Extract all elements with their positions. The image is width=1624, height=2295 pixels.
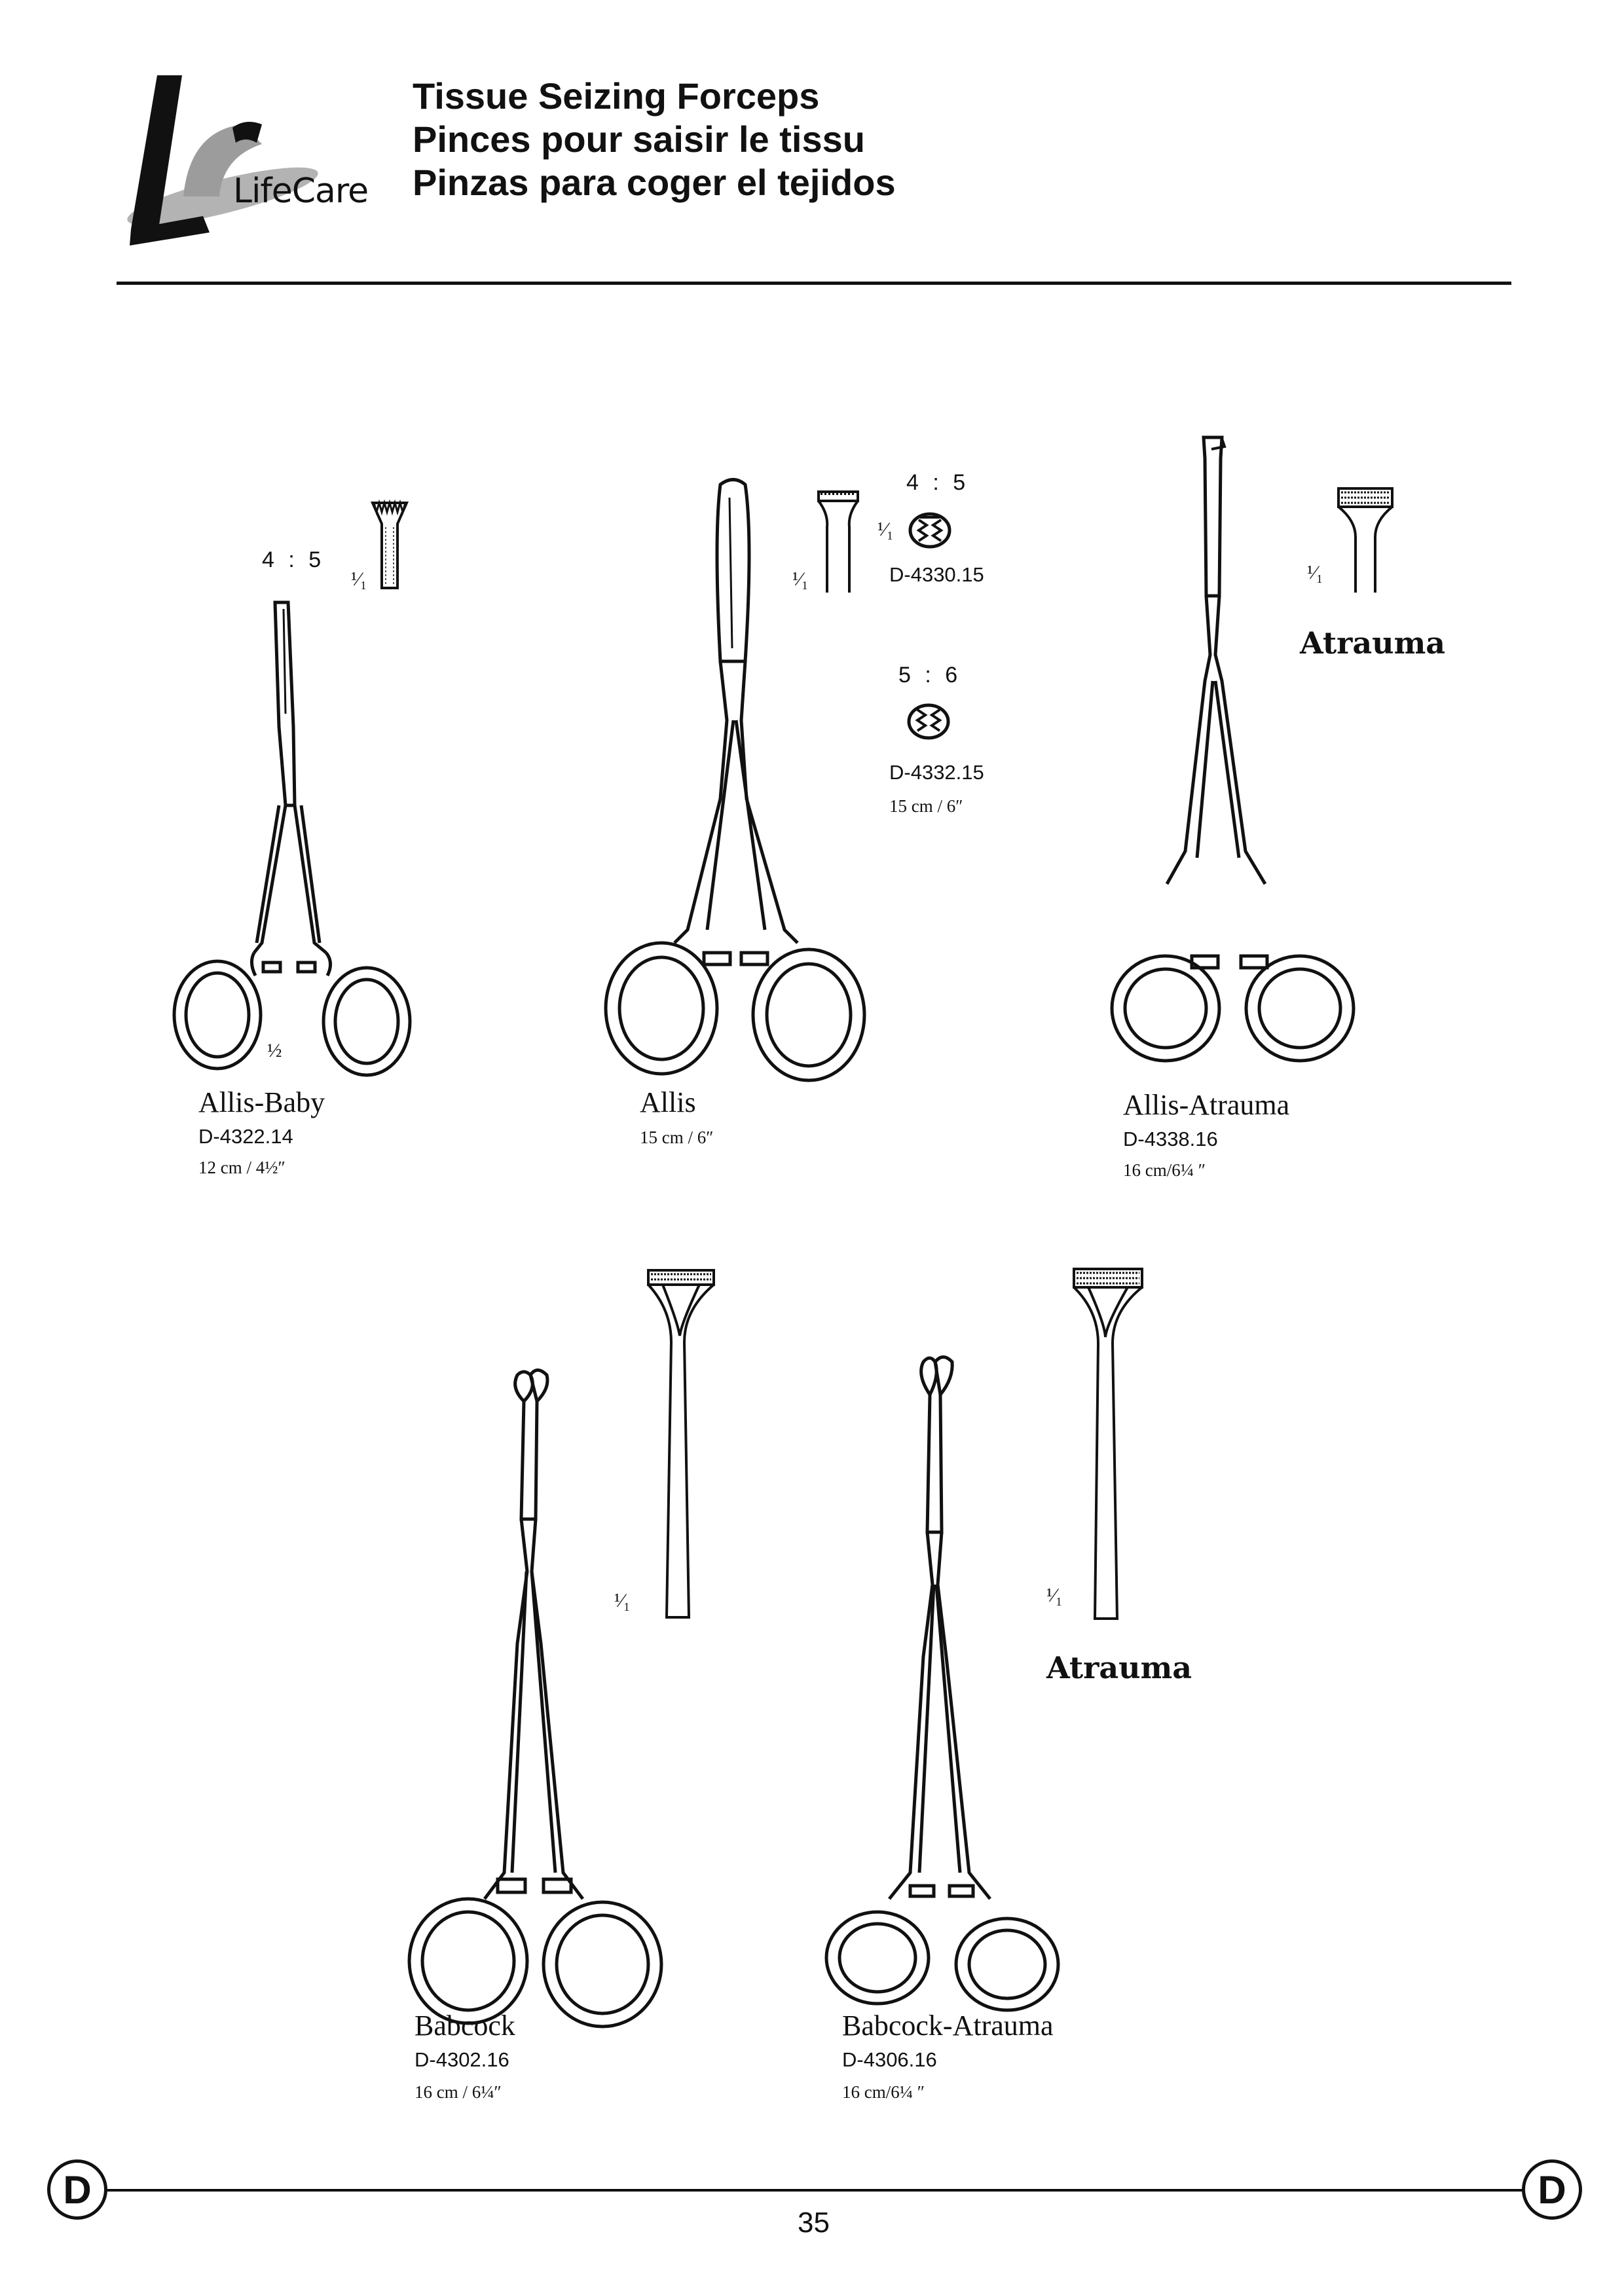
allis-baby-forceps-illustration — [164, 596, 426, 1067]
allis-variant-1-code: D-4330.15 — [889, 563, 984, 586]
allis-variant-2-jaw-icon — [906, 702, 951, 741]
title-french: Pinces pour saisir le tissu — [413, 119, 865, 160]
babcock-atrauma-forceps-illustration — [812, 1349, 1100, 2004]
footer-rule — [98, 2189, 1526, 2192]
allis-atrauma-code: D-4338.16 — [1123, 1128, 1218, 1150]
allis-variant-2-size: 15 cm / 6″ — [889, 796, 963, 816]
babcock-atrauma-name: Babcock-Atrauma — [842, 2010, 1054, 2042]
babcock-atrauma-label: Atrauma — [1046, 1650, 1192, 1685]
lifecare-logo — [111, 65, 373, 262]
babcock-tip-scale: ¹⁄₁ — [614, 1590, 631, 1611]
allis-baby-tip-illustration — [370, 498, 409, 589]
babcock-atrauma-size: 16 cm/6¼ ″ — [842, 2082, 925, 2102]
allis-atrauma-size: 16 cm/6¼ ″ — [1123, 1160, 1206, 1180]
babcock-code: D-4302.16 — [415, 2048, 509, 2071]
allis-atrauma-label: Atrauma — [1300, 625, 1446, 661]
allis-atrauma-forceps-illustration — [1094, 432, 1375, 1061]
allis-variant-1-ratio: 4 : 5 — [906, 470, 970, 495]
allis-atrauma-tip-scale: ¹⁄₁ — [1307, 562, 1323, 583]
allis-baby-scale: ½ — [267, 1040, 282, 1061]
title-english: Tissue Seizing Forceps — [413, 75, 820, 117]
allis-baby-tip-ratio: 4 : 5 — [262, 547, 325, 572]
babcock-atrauma-code: D-4306.16 — [842, 2048, 937, 2071]
page-number: 35 — [798, 2207, 830, 2239]
allis-variant-2-ratio: 5 : 6 — [898, 663, 962, 688]
allis-variant-1-jaw-icon — [907, 511, 953, 550]
allis-name: Allis — [640, 1086, 696, 1118]
allis-baby-code: D-4322.14 — [198, 1125, 293, 1148]
allis-baby-tip-scale: ¹⁄₁ — [351, 568, 367, 590]
title-spanish: Pinzas para coger el tejidos — [413, 162, 896, 203]
section-badge-left: D — [47, 2159, 107, 2220]
brand-name: LifeCare — [233, 172, 369, 211]
babcock-name: Babcock — [415, 2010, 515, 2042]
allis-forceps-illustration — [589, 471, 894, 1074]
babcock-atrauma-tip-scale: ¹⁄₁ — [1046, 1585, 1063, 1606]
header-rule — [117, 282, 1511, 285]
allis-variant-1-scale: ¹⁄₁ — [877, 519, 894, 540]
babcock-forceps-illustration — [393, 1362, 694, 2010]
babcock-size: 16 cm / 6¼″ — [415, 2082, 502, 2102]
allis-tip-scale: ¹⁄₁ — [792, 568, 809, 590]
allis-baby-size: 12 cm / 4½″ — [198, 1158, 286, 1177]
allis-baby-name: Allis-Baby — [198, 1086, 325, 1118]
allis-size: 15 cm / 6″ — [640, 1128, 714, 1147]
allis-variant-2-code: D-4332.15 — [889, 761, 984, 784]
allis-atrauma-name: Allis-Atrauma — [1123, 1089, 1290, 1121]
section-badge-right: D — [1522, 2159, 1582, 2220]
